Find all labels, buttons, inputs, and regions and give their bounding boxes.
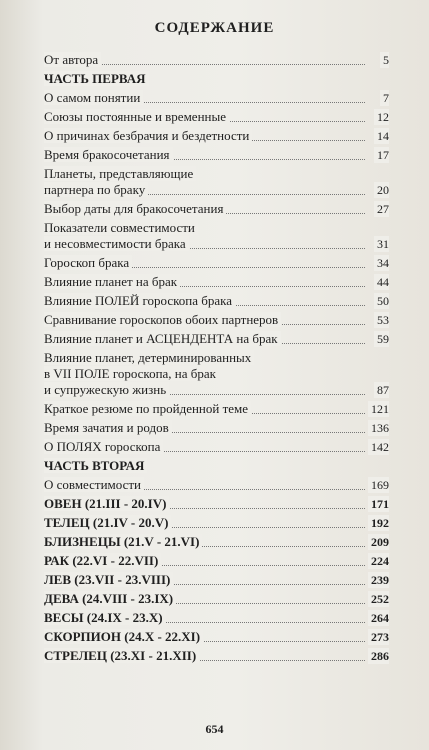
toc-entry — [44, 534, 389, 550]
toc-entry-title — [44, 401, 251, 417]
toc-entry-title — [44, 293, 235, 309]
toc-entry-line: Гороскоп брака — [44, 255, 132, 270]
table-of-contents — [44, 52, 389, 667]
toc-entry-line: ВЕСЫ (24.IX - 23.X) — [44, 610, 166, 625]
toc-entry — [44, 201, 389, 217]
toc-page-number: 59 — [374, 331, 389, 347]
toc-entry-title — [44, 109, 229, 125]
toc-entry-title — [44, 439, 163, 455]
toc-entry-title — [44, 629, 203, 645]
toc-entry — [44, 220, 389, 252]
toc-entry — [44, 610, 389, 626]
toc-entry-line: Влияние планет, детерминированных — [44, 350, 254, 365]
toc-entry — [44, 128, 389, 144]
toc-page-number: 286 — [368, 648, 389, 664]
toc-entry — [44, 401, 389, 417]
toc-entry — [44, 553, 389, 569]
toc-page-number: 273 — [368, 629, 389, 645]
toc-page-number: 27 — [374, 201, 389, 217]
toc-page-number: 53 — [374, 312, 389, 328]
toc-page-number: 5 — [380, 52, 389, 68]
toc-entry-line: Время зачатия и родов — [44, 420, 172, 435]
toc-entry — [44, 312, 389, 328]
section-heading — [44, 71, 389, 87]
toc-entry — [44, 572, 389, 588]
toc-entry-title — [44, 610, 166, 626]
toc-page-number: 209 — [368, 534, 389, 550]
toc-entry-title — [44, 274, 180, 290]
toc-page-number: 50 — [374, 293, 389, 309]
toc-entry — [44, 147, 389, 163]
toc-entry-line: Планеты, представляющие — [44, 166, 196, 181]
toc-entry-line: Сравнивание гороскопов обоих партнеров — [44, 312, 281, 327]
toc-entry-title — [44, 477, 144, 493]
toc-entry-line: Влияние планет и АСЦЕНДЕНТА на брак — [44, 331, 281, 346]
toc-entry-title — [44, 553, 161, 569]
toc-entry — [44, 477, 389, 493]
toc-entry — [44, 515, 389, 531]
toc-entry-title — [44, 572, 173, 588]
toc-entry-line: Выбор даты для бракосочетания — [44, 201, 226, 216]
toc-entry — [44, 439, 389, 455]
section-heading — [44, 458, 389, 474]
toc-entry — [44, 255, 389, 271]
toc-entry-title — [44, 350, 254, 398]
toc-entry — [44, 648, 389, 664]
toc-page-number: 169 — [368, 477, 389, 493]
toc-entry — [44, 90, 389, 106]
toc-entry-line: Союзы постоянные и временные — [44, 109, 229, 124]
toc-entry-title — [44, 166, 196, 198]
toc-entry-title — [44, 648, 199, 664]
toc-entry-line: Влияние ПОЛЕЙ гороскопа брака — [44, 293, 235, 308]
toc-entry-line: в VII ПОЛЕ гороскопа, на брак — [44, 366, 219, 381]
toc-entry-title — [44, 201, 226, 217]
toc-entry-title — [44, 515, 171, 531]
toc-entry-title — [44, 220, 198, 252]
toc-page-number: 252 — [368, 591, 389, 607]
toc-entry-line: ТЕЛЕЦ (21.IV - 20.V) — [44, 515, 171, 530]
toc-entry-title — [44, 147, 173, 163]
toc-page-number: 44 — [374, 274, 389, 290]
toc-entry-title — [44, 128, 252, 144]
toc-entry — [44, 166, 389, 198]
toc-entry-title — [44, 458, 147, 474]
toc-entry-line: СКОРПИОН (24.X - 22.XI) — [44, 629, 203, 644]
toc-entry-line: О совместимости — [44, 477, 144, 492]
toc-page-number: 31 — [374, 236, 389, 252]
toc-page-number: 34 — [374, 255, 389, 271]
toc-entry-line: ЧАСТЬ ВТОРАЯ — [44, 458, 147, 473]
toc-page-number: 7 — [380, 90, 389, 106]
toc-page-number: 12 — [374, 109, 389, 125]
toc-entry — [44, 350, 389, 398]
page-number: 654 — [205, 722, 224, 736]
toc-entry-title — [44, 255, 132, 271]
toc-entry — [44, 496, 389, 512]
toc-entry-line: О ПОЛЯХ гороскопа — [44, 439, 163, 454]
toc-entry — [44, 52, 389, 68]
toc-page-number: 14 — [374, 128, 389, 144]
toc-entry-line: От автора — [44, 52, 101, 67]
toc-entry-title — [44, 90, 143, 106]
toc-entry-title — [44, 534, 202, 550]
page-title: СОДЕРЖАНИЕ — [154, 20, 275, 36]
toc-entry-line: БЛИЗНЕЦЫ (21.V - 21.VI) — [44, 534, 202, 549]
toc-page-number: 239 — [368, 572, 389, 588]
toc-entry-line: Показатели совместимости — [44, 220, 198, 235]
toc-page-number: 20 — [374, 182, 389, 198]
toc-entry — [44, 274, 389, 290]
toc-entry — [44, 293, 389, 309]
toc-entry-title — [44, 420, 172, 436]
toc-page-number: 136 — [368, 420, 389, 436]
toc-entry-line: и несовместимости брака — [44, 236, 189, 251]
toc-entry-line: и супружескую жизнь — [44, 382, 169, 397]
toc-entry-line: ОВЕН (21.III - 20.IV) — [44, 496, 169, 511]
toc-entry — [44, 629, 389, 645]
toc-entry — [44, 331, 389, 347]
toc-page-number: 142 — [368, 439, 389, 455]
toc-entry-line: СТРЕЛЕЦ (23.XI - 21.XII) — [44, 648, 199, 663]
toc-page-number: 224 — [368, 553, 389, 569]
toc-entry-title — [44, 312, 281, 328]
toc-entry-line: ЛЕВ (23.VII - 23.VIII) — [44, 572, 173, 587]
toc-entry-line: ДЕВА (24.VIII - 23.IX) — [44, 591, 176, 606]
toc-entry-title — [44, 591, 176, 607]
toc-entry-title — [44, 331, 281, 347]
toc-entry-title — [44, 52, 101, 68]
toc-page-number: 171 — [368, 496, 389, 512]
toc-entry — [44, 420, 389, 436]
toc-entry-title — [44, 71, 149, 87]
toc-entry-line: Краткое резюме по пройденной теме — [44, 401, 251, 416]
toc-entry-title — [44, 496, 169, 512]
toc-entry-line: ЧАСТЬ ПЕРВАЯ — [44, 71, 149, 86]
toc-page-number: 192 — [368, 515, 389, 531]
toc-page-number: 87 — [374, 382, 389, 398]
toc-entry-line: партнера по браку — [44, 182, 148, 197]
toc-page-number: 17 — [374, 147, 389, 163]
toc-entry — [44, 109, 389, 125]
toc-entry-line: Влияние планет на брак — [44, 274, 180, 289]
toc-page-number: 121 — [368, 401, 389, 417]
toc-entry-line: РАК (22.VI - 22.VII) — [44, 553, 161, 568]
toc-entry-line: О причинах безбрачия и бездетности — [44, 128, 252, 143]
toc-entry-line: Время бракосочетания — [44, 147, 173, 162]
toc-entry-line: О самом понятии — [44, 90, 143, 105]
toc-page-number: 264 — [368, 610, 389, 626]
toc-entry — [44, 591, 389, 607]
